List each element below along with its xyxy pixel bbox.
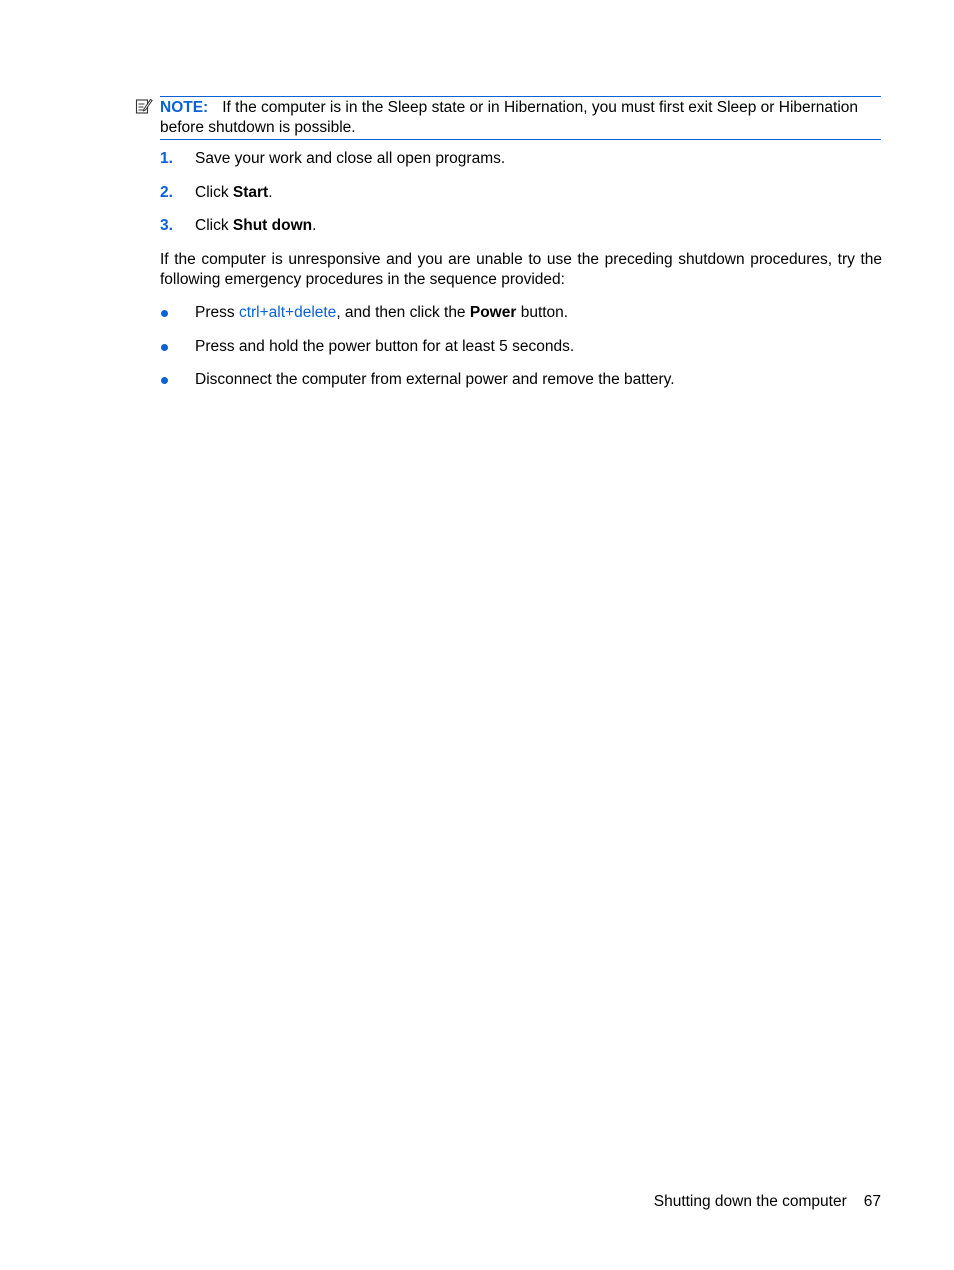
step-text: Save your work and close all open programs. xyxy=(195,150,506,167)
step-text: Click Start. xyxy=(195,183,273,201)
note-pencil-icon xyxy=(135,97,153,115)
step-item xyxy=(160,183,882,203)
note-box xyxy=(160,96,881,140)
step-number: 2. xyxy=(160,183,173,201)
page-number: 67 xyxy=(863,1193,881,1210)
step-number: 3. xyxy=(160,217,173,234)
step-text: Click Shut down. xyxy=(195,217,317,234)
list-item xyxy=(160,337,882,357)
page-footer xyxy=(654,1192,881,1212)
emergency-paragraph: If the computer is unresponsive and you are unable to use the preceding shutdown procedures, try the following emergency procedures in the sequence provided: xyxy=(160,251,882,288)
ctrl-alt-delete-link[interactable]: ctrl+alt+delete xyxy=(238,304,337,321)
bullet-dot-icon xyxy=(161,344,168,351)
step-bold-shut-down: Shut down xyxy=(232,217,313,234)
list-item xyxy=(160,370,882,390)
list-item xyxy=(160,303,882,323)
bullet-dot-icon xyxy=(161,310,168,317)
bullet-text: Disconnect the computer from external power and remove the battery. xyxy=(195,371,675,388)
steps-list xyxy=(160,149,882,250)
step-item xyxy=(160,216,882,236)
power-bold: Power xyxy=(469,304,517,321)
bullet-text: Press ctrl+alt+delete, and then click the Power button. xyxy=(195,304,569,321)
note-label: NOTE: xyxy=(160,99,209,116)
note-text: If the computer is in the Sleep state or in Hibernation, you must first exit Sleep or Hibernation before shutdown is possible. xyxy=(160,99,859,136)
step-bold-start: Start xyxy=(232,183,269,201)
step-item xyxy=(160,149,882,169)
footer-section-title: Shutting down the computer xyxy=(653,1193,847,1210)
bullet-dot-icon xyxy=(161,377,168,384)
bullet-text: Press and hold the power button for at least 5 seconds. xyxy=(195,337,575,355)
step-number: 1. xyxy=(160,150,173,167)
emergency-list xyxy=(160,303,882,404)
